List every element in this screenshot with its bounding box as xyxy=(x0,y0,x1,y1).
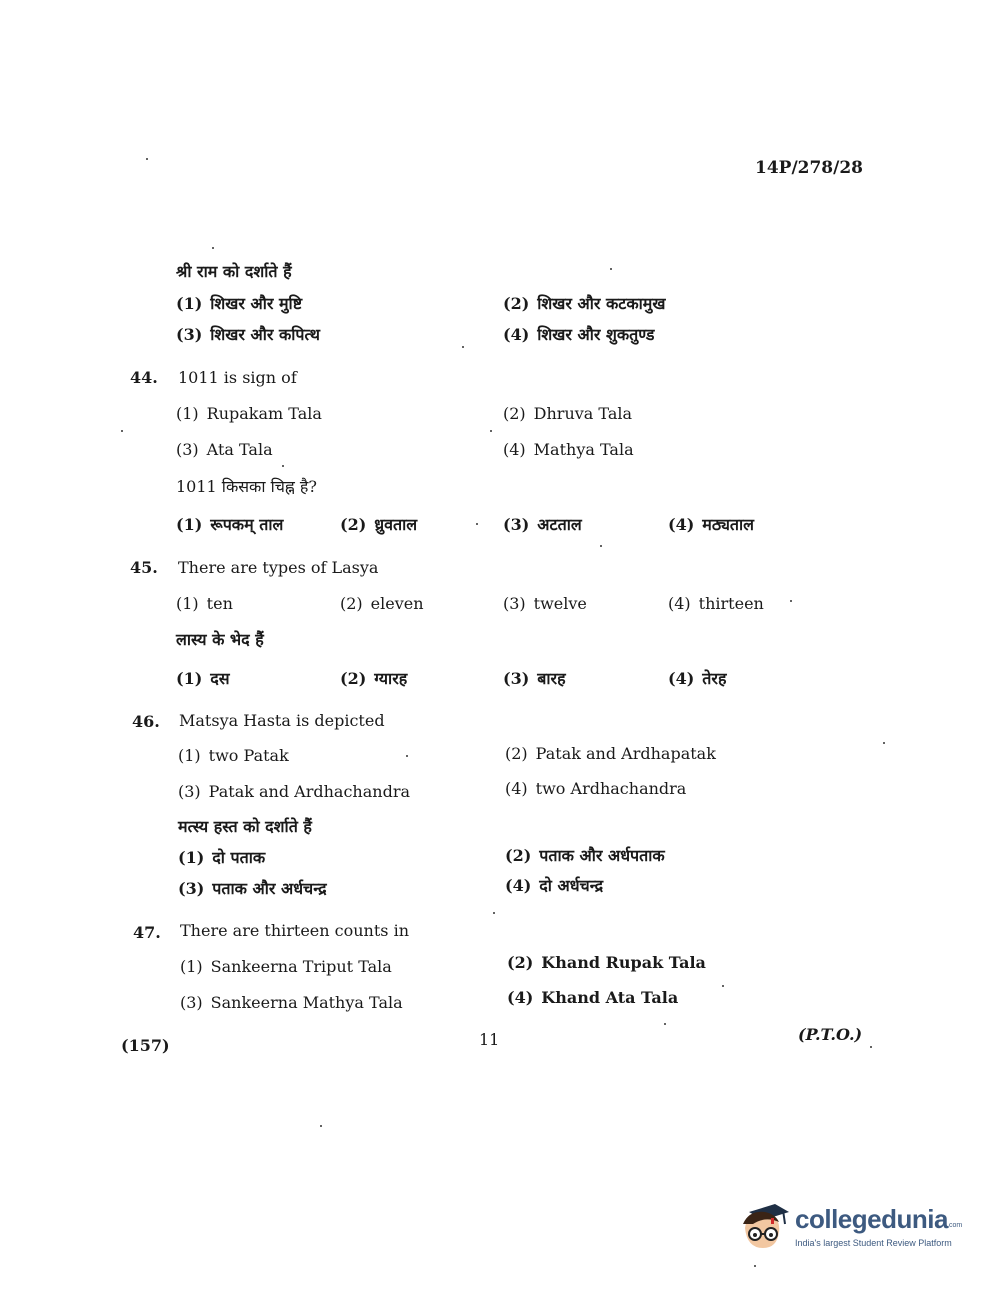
scan-speck xyxy=(493,912,495,914)
q45-option-2: (2) eleven xyxy=(340,594,424,613)
q44-hindi-option-2: (2) ध्रुवताल xyxy=(340,515,418,534)
q47-option-2: (2) Khand Rupak Tala xyxy=(507,953,706,972)
footer-code: (157) xyxy=(121,1036,170,1055)
q46-option-2: (2) Patak and Ardhapatak xyxy=(505,744,716,763)
scan-speck xyxy=(462,346,464,348)
q45-hindi-option-2: (2) ग्यारह xyxy=(340,669,408,688)
q43-hindi-stem: श्री राम को दर्शाते हैं xyxy=(176,262,292,281)
scan-speck xyxy=(754,1265,756,1267)
q46-hindi-option-4: (4) दो अर्धचन्द्र xyxy=(505,876,604,895)
watermark-dotcom: .com xyxy=(947,1222,963,1229)
q46-option-1: (1) two Patak xyxy=(178,746,289,765)
q46-option-4: (4) two Ardhachandra xyxy=(505,779,687,798)
q47-option-1: (1) Sankeerna Triput Tala xyxy=(180,957,392,976)
scan-speck xyxy=(476,523,478,525)
scan-speck xyxy=(406,755,408,757)
q43-option-2: (2) शिखर और कटकामुख xyxy=(503,294,666,313)
q45-hindi-option-1: (1) दस xyxy=(176,669,230,688)
q43-option-3: (3) शिखर और कपित्थ xyxy=(176,325,320,344)
q44-option-1: (1) Rupakam Tala xyxy=(176,404,322,423)
scan-speck xyxy=(490,430,492,432)
q45-stem: There are types of Lasya xyxy=(178,558,379,577)
q45-number: 45. xyxy=(130,558,158,577)
q45-option-3: (3) twelve xyxy=(503,594,587,613)
q44-hindi-option-4: (4) मठ्यताल xyxy=(668,515,755,534)
scan-speck xyxy=(722,985,724,987)
q44-option-3: (3) Ata Tala xyxy=(176,440,273,459)
scan-speck xyxy=(282,465,284,467)
q47-option-4: (4) Khand Ata Tala xyxy=(507,988,679,1007)
scan-speck xyxy=(610,268,612,270)
mascot-icon xyxy=(735,1198,793,1256)
q44-stem: 1011 is sign of xyxy=(178,368,297,387)
q46-number: 46. xyxy=(132,712,160,731)
page-number: 11 xyxy=(479,1030,500,1049)
scan-speck xyxy=(664,1023,666,1025)
q47-stem: There are thirteen counts in xyxy=(180,921,409,940)
q45-option-1: (1) ten xyxy=(176,594,233,613)
q46-option-3: (3) Patak and Ardhachandra xyxy=(178,782,411,801)
q47-option-3: (3) Sankeerna Mathya Tala xyxy=(180,993,403,1012)
scan-speck xyxy=(212,247,214,249)
watermark-tagline: India's largest Student Review Platform xyxy=(795,1238,952,1248)
scan-speck xyxy=(146,158,148,160)
q43-option-1: (1) शिखर और मुष्टि xyxy=(176,294,303,313)
q46-hindi-option-2: (2) पताक और अर्धपताक xyxy=(505,846,665,865)
paper-code: 14P/278/28 xyxy=(755,158,864,178)
q45-hindi-stem: लास्य के भेद हैं xyxy=(176,630,264,649)
scan-speck xyxy=(870,1046,872,1048)
scan-speck xyxy=(320,1125,322,1127)
q44-number: 44. xyxy=(130,368,158,387)
q46-hindi-stem: मत्स्य हस्त को दर्शाते हैं xyxy=(178,817,312,836)
q43-option-4: (4) शिखर और शुकतुण्ड xyxy=(503,325,655,344)
collegedunia-watermark xyxy=(735,1198,965,1258)
scan-speck xyxy=(790,600,792,602)
q47-number: 47. xyxy=(133,923,161,942)
q44-option-2: (2) Dhruva Tala xyxy=(503,404,633,423)
q44-hindi-option-1: (1) रूपकम् ताल xyxy=(176,515,284,534)
q44-hindi-stem: 1011 किसका चिह्न है? xyxy=(176,477,317,496)
q46-hindi-option-3: (3) पताक और अर्धचन्द्र xyxy=(178,879,327,898)
q44-hindi-option-3: (3) अटताल xyxy=(503,515,582,534)
q46-stem: Matsya Hasta is depicted xyxy=(179,711,385,730)
pto-label: (P.T.O.) xyxy=(798,1025,863,1044)
q45-hindi-option-3: (3) बारह xyxy=(503,669,566,688)
scan-speck xyxy=(600,545,602,547)
q44-option-4: (4) Mathya Tala xyxy=(503,440,634,459)
scan-speck xyxy=(121,430,123,432)
q46-hindi-option-1: (1) दो पताक xyxy=(178,848,266,867)
q45-option-4: (4) thirteen xyxy=(668,594,764,613)
watermark-brand: collegedunia xyxy=(795,1204,948,1234)
q45-hindi-option-4: (4) तेरह xyxy=(668,669,727,688)
scan-speck xyxy=(883,742,885,744)
